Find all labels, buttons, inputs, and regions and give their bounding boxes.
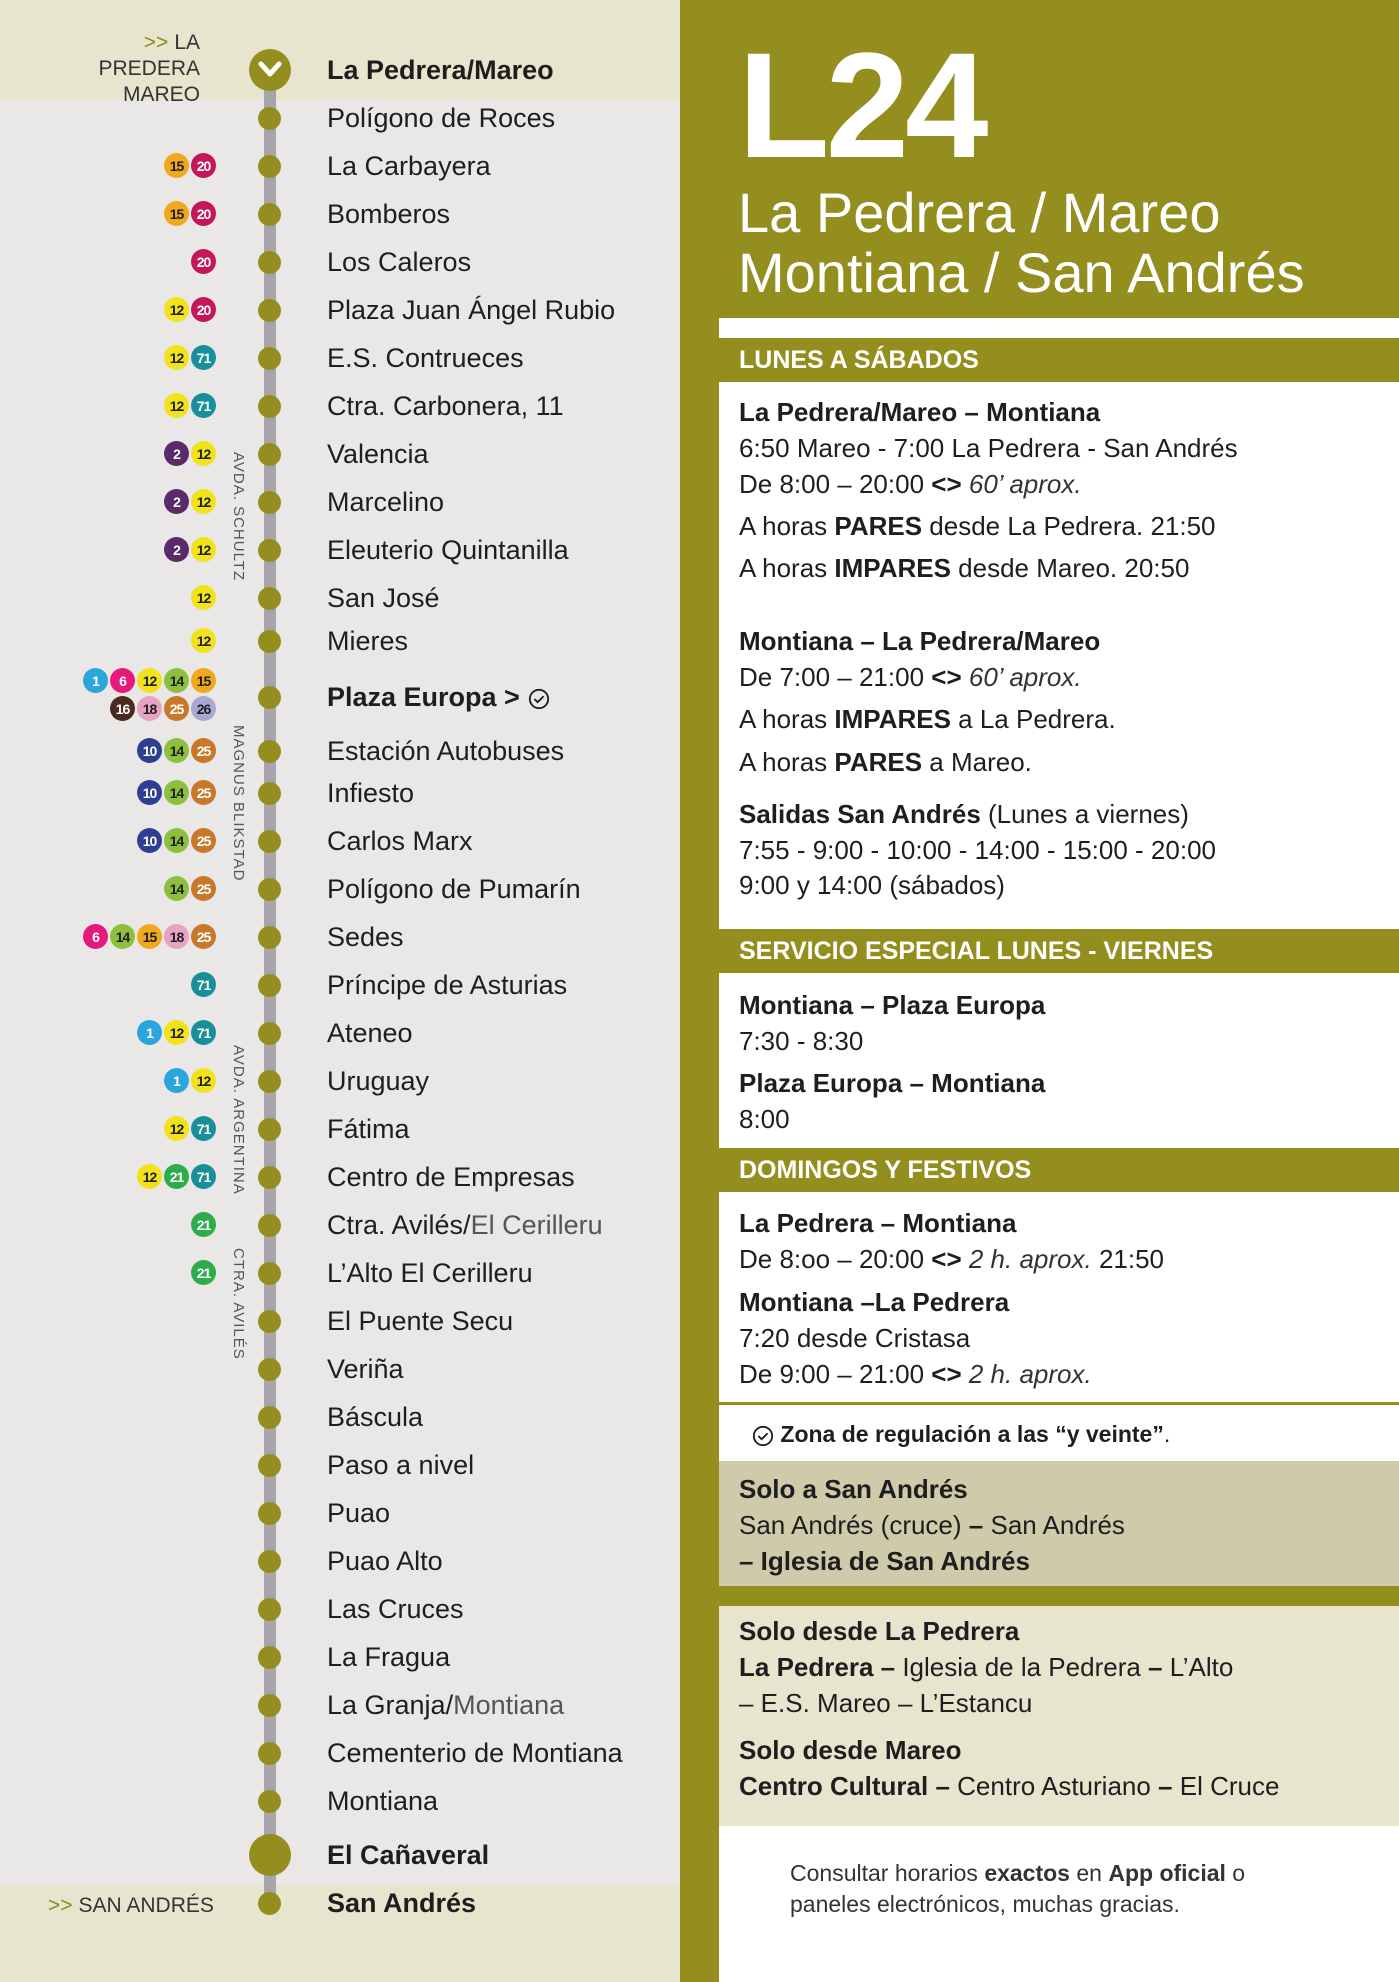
connection-badges	[164, 297, 216, 322]
line-badge-6: 6	[83, 924, 108, 949]
line-badge-14: 14	[164, 876, 189, 901]
stop-marker	[258, 107, 281, 130]
line-badge-18: 18	[164, 924, 189, 949]
stop-marker	[258, 1214, 281, 1237]
stop-marker	[258, 686, 281, 709]
stop-name: Polígono de Roces	[327, 103, 556, 133]
line-badge-12: 12	[164, 1020, 189, 1045]
line-badge-25: 25	[191, 828, 216, 853]
stop-marker	[258, 1166, 281, 1189]
stop-name: Valencia	[327, 439, 429, 469]
only-from-pedrera-title: Solo desde La Pedrera	[739, 1616, 1020, 1646]
stop-marker	[258, 1550, 281, 1573]
street-label: AVDA. ARGENTINA	[230, 1045, 247, 1195]
start-terminal-label: >> LA PREDERA MAREO	[98, 31, 200, 106]
stop-name: Cementerio de Montiana	[327, 1738, 623, 1768]
line-badge-20: 20	[191, 297, 216, 322]
stop-marker	[258, 1118, 281, 1141]
line-badge-21: 21	[191, 1260, 216, 1285]
weekdays-route-b-line2: A horas IMPARES a La Pedrera.	[739, 704, 1116, 734]
only-from-mareo-line1: Centro Cultural – Centro Asturiano – El Cruce	[739, 1771, 1280, 1801]
stop-marker	[258, 491, 281, 514]
connection-badges	[164, 537, 216, 562]
connection-badges	[191, 1260, 216, 1285]
line-badge-12: 12	[191, 489, 216, 514]
connection-badges	[164, 1068, 216, 1093]
line-badge-25: 25	[191, 924, 216, 949]
stop-name: Ateneo	[327, 1018, 413, 1048]
stop-name: El Cañaveral	[327, 1840, 490, 1870]
stop-name: Príncipe de Asturias	[327, 970, 568, 1000]
stop-name: Báscula	[327, 1402, 424, 1432]
connection-badges	[164, 489, 216, 514]
stop-name: Marcelino	[327, 487, 445, 517]
line-badge-15: 15	[191, 668, 216, 693]
stop-name: San Andrés	[327, 1888, 477, 1918]
stop-marker	[258, 155, 281, 178]
stop-name: Puao Alto	[327, 1546, 443, 1576]
special-header: SERVICIO ESPECIAL LUNES - VIERNES	[719, 929, 1399, 973]
line-code: L24	[738, 21, 985, 189]
special-route-a-line1: 7:30 - 8:30	[739, 1026, 864, 1056]
connection-badges	[110, 696, 216, 721]
line-badge-20: 20	[191, 153, 216, 178]
stop-marker	[258, 740, 281, 763]
line-badge-14: 14	[164, 780, 189, 805]
line-badge-25: 25	[164, 696, 189, 721]
connection-badges	[164, 153, 216, 178]
line-badge-15: 15	[164, 153, 189, 178]
weekdays-san-andres-line2: 9:00 y 14:00 (sábados)	[739, 870, 1005, 900]
sundays-route-b-title: Montiana –La Pedrera	[739, 1287, 1010, 1317]
stop-marker	[258, 587, 281, 610]
connection-badges	[164, 201, 216, 226]
start-marker-icon	[249, 49, 291, 91]
connection-badges	[164, 393, 216, 418]
weekdays-route-b-line3: A horas PARES a Mareo.	[739, 747, 1032, 777]
street-label: MAGNUS BLIKSTAD	[230, 725, 247, 882]
stop-marker	[258, 782, 281, 805]
stop-name: Ctra. Avilés/El Cerilleru	[327, 1210, 603, 1240]
line-badge-10: 10	[137, 780, 162, 805]
line-badge-71: 71	[191, 1164, 216, 1189]
stop-marker	[258, 1358, 281, 1381]
stop-name: Montiana	[327, 1786, 439, 1816]
only-from-pedrera-line2: – E.S. Mareo – L’Estancu	[739, 1688, 1033, 1718]
weekdays-header: LUNES A SÁBADOS	[719, 338, 1399, 382]
stop-marker	[258, 830, 281, 853]
route-title-1: La Pedrera / Mareo	[738, 181, 1221, 244]
line-badge-12: 12	[191, 537, 216, 562]
clock-icon	[528, 688, 550, 710]
sundays-route-a-line1: De 8:oo – 20:00 <> 2 h. aprox. 21:50	[739, 1244, 1165, 1274]
line-badge-12: 12	[164, 1116, 189, 1141]
weekdays-route-a-line1: 6:50 Mareo - 7:00 La Pedrera - San Andrés	[739, 433, 1238, 463]
stop-name: Uruguay	[327, 1066, 430, 1096]
connection-badges	[164, 1116, 216, 1141]
stop-name: Bomberos	[327, 199, 451, 229]
line-badge-12: 12	[164, 393, 189, 418]
stop-marker	[258, 1742, 281, 1765]
special-route-b-title: Plaza Europa – Montiana	[739, 1068, 1046, 1098]
stop-marker	[258, 1070, 281, 1093]
line-badge-12: 12	[137, 668, 162, 693]
line-badge-6: 6	[110, 668, 135, 693]
weekdays-route-b-title: Montiana – La Pedrera/Mareo	[739, 626, 1101, 656]
line-badge-1: 1	[137, 1020, 162, 1045]
only-from-pedrera-line1: La Pedrera – Iglesia de la Pedrera – L’Alto	[739, 1652, 1234, 1682]
connection-badges	[137, 1164, 216, 1189]
stop-marker	[258, 1022, 281, 1045]
line-badge-12: 12	[191, 628, 216, 653]
sundays-route-b-line2: De 9:00 – 21:00 <> 2 h. aprox.	[739, 1359, 1092, 1389]
line-badge-71: 71	[191, 1020, 216, 1045]
weekdays-san-andres-line1: 7:55 - 9:00 - 10:00 - 14:00 - 15:00 - 20:00	[739, 835, 1216, 865]
line-badge-71: 71	[191, 972, 216, 997]
sundays-header: DOMINGOS Y FESTIVOS	[719, 1148, 1399, 1192]
footer-note: Consultar horarios exactos en App oficial o paneles electrónicos, muchas gracias.	[790, 1860, 1246, 1917]
line-badge-21: 21	[191, 1212, 216, 1237]
end-terminal-label: >> SAN ANDRÉS	[48, 1894, 214, 1917]
sundays-route-a-title: La Pedrera – Montiana	[739, 1208, 1017, 1238]
connection-badges	[191, 628, 216, 653]
stop-name: Los Caleros	[327, 247, 472, 277]
line-badge-15: 15	[164, 201, 189, 226]
stop-marker	[258, 974, 281, 997]
stop-name: La Carbayera	[327, 151, 491, 181]
stop-marker	[258, 1406, 281, 1429]
stop-name: Ctra. Carbonera, 11	[327, 391, 564, 421]
connection-badges	[137, 1020, 216, 1045]
line-badge-12: 12	[164, 345, 189, 370]
connection-badges	[191, 1212, 216, 1237]
stop-name: La Granja/Montiana	[327, 1690, 565, 1720]
connection-badges	[137, 738, 216, 763]
only-san-andres-title: Solo a San Andrés	[739, 1474, 968, 1504]
route-title-2: Montiana / San Andrés	[738, 241, 1305, 304]
line-badge-10: 10	[137, 738, 162, 763]
stop-marker	[258, 1694, 281, 1717]
line-badge-12: 12	[191, 1068, 216, 1093]
stop-marker	[258, 251, 281, 274]
stop-marker	[258, 1454, 281, 1477]
stop-name: San José	[327, 583, 440, 613]
line-badge-71: 71	[191, 1116, 216, 1141]
line-badge-14: 14	[164, 738, 189, 763]
weekdays-route-a-line2: De 8:00 – 20:00 <> 60’ aprox.	[739, 469, 1082, 499]
connection-badges	[164, 876, 216, 901]
stop-name: Plaza Europa >	[327, 680, 550, 714]
line-badge-14: 14	[164, 668, 189, 693]
connection-badges	[137, 828, 216, 853]
weekdays-route-a-line3: A horas PARES desde La Pedrera. 21:50	[739, 511, 1216, 541]
stop-marker-large	[249, 1834, 291, 1876]
stop-marker	[258, 1892, 281, 1915]
connection-badges	[164, 441, 216, 466]
line-badge-25: 25	[191, 738, 216, 763]
stop-name: Polígono de Pumarín	[327, 874, 581, 904]
line-badge-2: 2	[164, 537, 189, 562]
connection-badges	[191, 249, 216, 274]
stop-marker	[258, 299, 281, 322]
stop-name: Sedes	[327, 922, 404, 952]
line-badge-71: 71	[191, 393, 216, 418]
line-badge-20: 20	[191, 249, 216, 274]
stop-marker	[258, 878, 281, 901]
stop-marker	[258, 926, 281, 949]
line-badge-14: 14	[110, 924, 135, 949]
clock-icon	[752, 1425, 774, 1447]
line-badge-12: 12	[191, 585, 216, 610]
line-badge-26: 26	[191, 696, 216, 721]
connection-badges	[137, 780, 216, 805]
sundays-route-b-line1: 7:20 desde Cristasa	[739, 1323, 971, 1353]
line-badge-18: 18	[137, 696, 162, 721]
stop-marker	[258, 630, 281, 653]
stop-name: Veriña	[327, 1354, 404, 1384]
weekdays-route-b-line1: De 7:00 – 21:00 <> 60’ aprox.	[739, 662, 1082, 692]
stop-name: Paso a nivel	[327, 1450, 475, 1480]
stop-name: L’Alto El Cerilleru	[327, 1258, 533, 1288]
stop-name: E.S. Contrueces	[327, 343, 524, 373]
stop-marker	[258, 1502, 281, 1525]
line-badge-25: 25	[191, 780, 216, 805]
stop-marker	[258, 1262, 281, 1285]
only-san-andres-line2: – Iglesia de San Andrés	[739, 1546, 1030, 1576]
line-badge-20: 20	[191, 201, 216, 226]
line-badge-71: 71	[191, 345, 216, 370]
line-badge-16: 16	[110, 696, 135, 721]
only-from-mareo-title: Solo desde Mareo	[739, 1735, 962, 1765]
only-san-andres-line1: San Andrés (cruce) – San Andrés	[739, 1510, 1125, 1540]
special-route-b-line1: 8:00	[739, 1104, 790, 1134]
line-badge-2: 2	[164, 441, 189, 466]
stop-name: La Pedrera/Mareo	[327, 55, 554, 85]
line-badge-2: 2	[164, 489, 189, 514]
street-label: AVDA. SCHULTZ	[230, 452, 247, 582]
stop-marker	[258, 539, 281, 562]
stop-name: Fátima	[327, 1114, 410, 1144]
stop-name: Eleuterio Quintanilla	[327, 535, 569, 565]
connection-badges	[191, 585, 216, 610]
stop-name: El Puente Secu	[327, 1306, 514, 1336]
stop-marker	[258, 1598, 281, 1621]
stop-name: Las Cruces	[327, 1594, 464, 1624]
stop-name: Carlos Marx	[327, 826, 473, 856]
stop-name: Mieres	[327, 626, 409, 656]
stop-name: Infiesto	[327, 778, 415, 808]
stop-name: Estación Autobuses	[327, 736, 565, 766]
line-badge-14: 14	[164, 828, 189, 853]
line-badge-1: 1	[83, 668, 108, 693]
connection-badges	[83, 668, 216, 693]
line-badge-15: 15	[137, 924, 162, 949]
weekdays-route-a-line4: A horas IMPARES desde Mareo. 20:50	[739, 553, 1190, 583]
regulation-note: Zona de regulación a las “y veinte”.	[752, 1417, 1170, 1451]
line-badge-1: 1	[164, 1068, 189, 1093]
street-label: CTRA. AVILÉS	[230, 1248, 247, 1360]
line-badge-10: 10	[137, 828, 162, 853]
stop-name: Centro de Empresas	[327, 1162, 575, 1192]
line-badge-12: 12	[191, 441, 216, 466]
stop-name: La Fragua	[327, 1642, 451, 1672]
stop-name: Plaza Juan Ángel Rubio	[327, 295, 616, 325]
line-badge-12: 12	[164, 297, 189, 322]
line-badge-21: 21	[164, 1164, 189, 1189]
line-badge-25: 25	[191, 876, 216, 901]
weekdays-san-andres-title: Salidas San Andrés (Lunes a viernes)	[739, 799, 1189, 829]
stop-name: Puao	[327, 1498, 391, 1528]
connection-badges	[83, 924, 216, 949]
line-badge-12: 12	[137, 1164, 162, 1189]
special-route-a-title: Montiana – Plaza Europa	[739, 990, 1046, 1020]
weekdays-route-a-title: La Pedrera/Mareo – Montiana	[739, 397, 1101, 427]
stop-marker	[258, 1310, 281, 1333]
stop-marker	[258, 1790, 281, 1813]
stop-marker	[258, 347, 281, 370]
connection-badges	[164, 345, 216, 370]
stop-marker	[258, 443, 281, 466]
stop-marker	[258, 1646, 281, 1669]
connection-badges	[191, 972, 216, 997]
stop-marker	[258, 203, 281, 226]
stop-marker	[258, 395, 281, 418]
